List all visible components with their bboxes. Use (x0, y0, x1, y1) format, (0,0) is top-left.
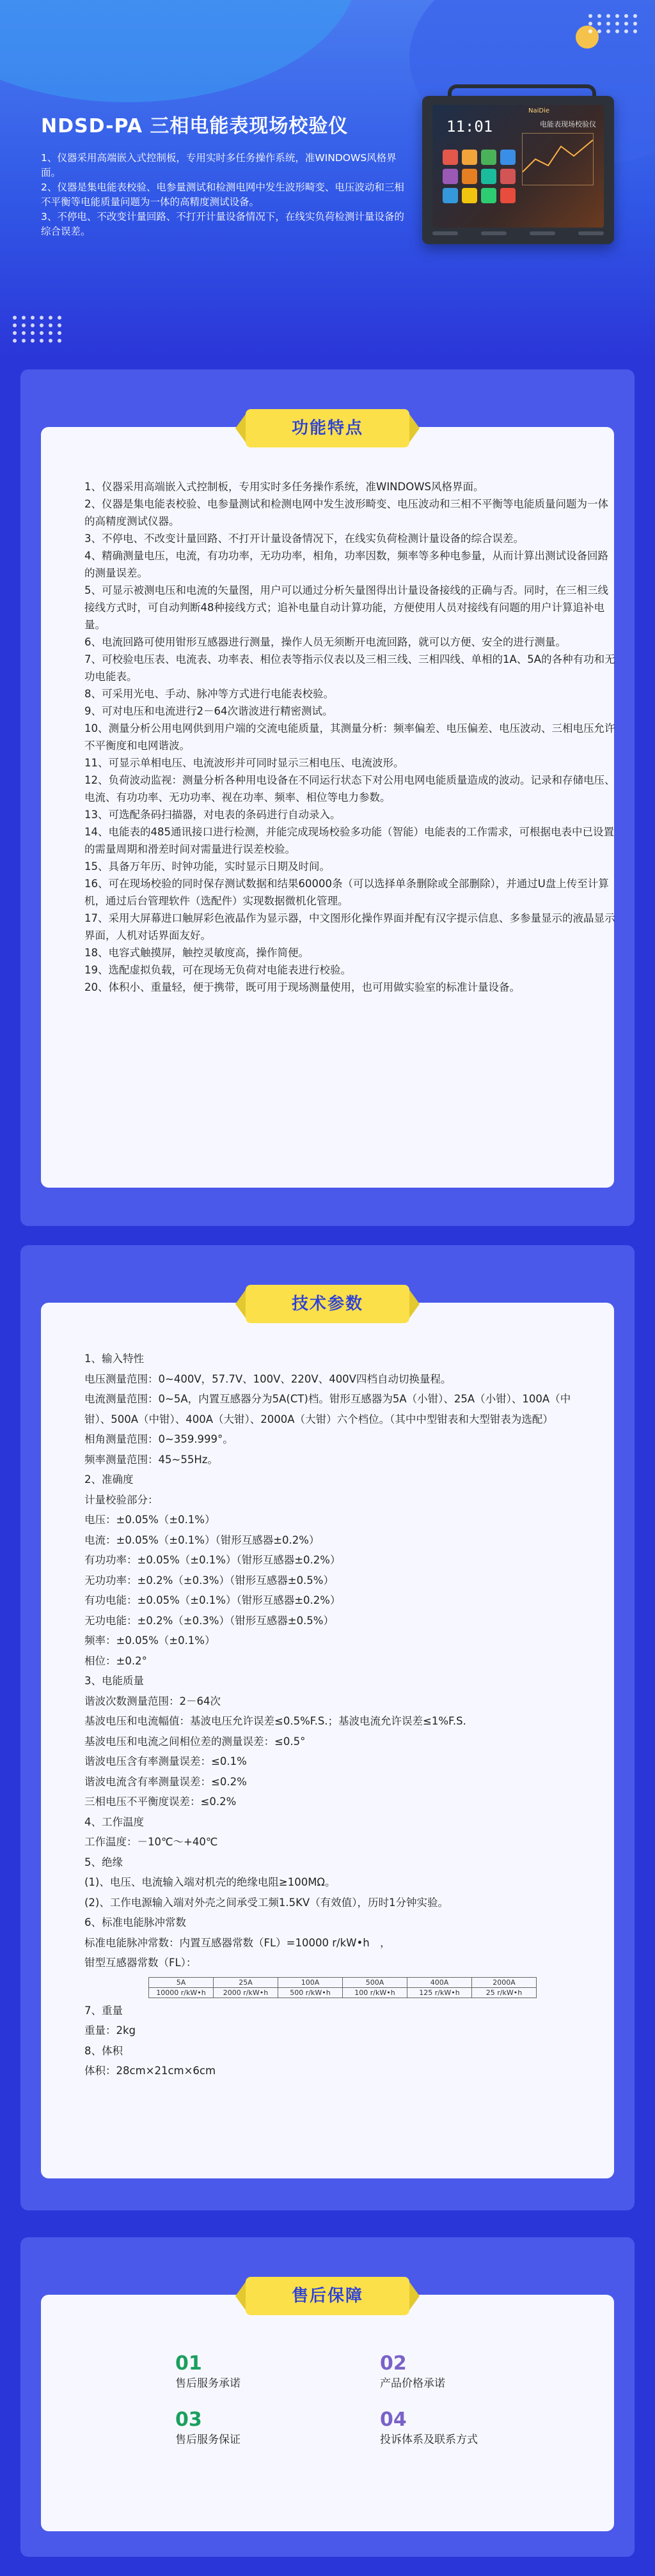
feature-item: 6、电流回路可使用钳形互感器进行测量，操作人员无须断开电流回路，就可以方便、安全的进行测量。 (84, 636, 566, 648)
table-cell: 100 r/kW•h (343, 1987, 407, 1998)
spec-line: 标准电能脉冲常数：内置互感器常数（FL）=10000 r/kW•h ， (84, 1936, 391, 1949)
spec-line: 谐波电流含有率测量误差：≤0.2% (84, 1775, 247, 1788)
spec-line: (2)、工作电源输入端对外壳之间承受工频1.5KV（有效值），历时1分钟实验。 (84, 1896, 448, 1909)
feature-item: 4、精确测量电压，电流，有功功率，无功功率，相角，功率因数，频率等多种电参量，从而计算出测试设备回路的测量误差。 (84, 550, 608, 579)
features-heading: 功能特点 (291, 419, 363, 438)
app-icon (481, 150, 496, 165)
feature-item: 15、具备万年历、时钟功能，实时显示日期及时间。 (84, 860, 330, 873)
feature-item: 3、不停电、不改变计量回路、不打开计量设备情况下，在线实负荷检测计量设备的综合误差。 (84, 532, 524, 545)
service-heading-tag (246, 2277, 409, 2315)
spec-line: 谐波次数测量范围：2－64次 (84, 1695, 221, 1707)
device-app-grid (443, 150, 519, 203)
service-label: 投诉体系及联系方式 (380, 2433, 478, 2446)
service-card (41, 2286, 614, 2531)
feature-item: 11、可显示单相电压、电流波形并可同时显示三相电压、电流波形。 (84, 757, 404, 769)
spec-line: (1)、电压、电流输入端对机壳的绝缘电阻≥100MΩ。 (84, 1876, 336, 1888)
feature-item: 2、仪器是集电能表校验、电参量测试和检测电网中发生波形畸变、电压波动和三相不平衡等电能质量问题为一体的高精度测试仪器。 (84, 498, 608, 527)
feature-item: 19、选配虚拟负载，可在现场无负荷对电能表进行校验。 (84, 964, 351, 976)
feature-item: 12、负荷波动监视：测量分析各种用电设备在不同运行状态下对公用电网电能质量造成的波动。记录和存储电压、电流、有功功率、无功功率、视在功率、频率、相位等电力参数。 (84, 774, 615, 803)
feature-item: 7、可校验电压表、电流表、功率表、相位表等指示仪表以及三相三线、三相四线、单相的1A、5A的各种有功和无功电能表。 (84, 653, 615, 683)
service-number: 03 (175, 2409, 202, 2431)
service-label: 售后服务保证 (175, 2433, 241, 2446)
spec-line: 相位：±0.2° (84, 1654, 147, 1667)
spec-line: 基波电压和电流之间相位差的测量误差：≤0.5° (84, 1735, 306, 1748)
table-cell: 400A (407, 1977, 472, 1987)
product-desc-line: 1、仪器采用高端嵌入式控制板，专用实时多任务操作系统，准WINDOWS风格界面。 (41, 152, 397, 178)
specs-panel (20, 1245, 635, 2210)
spec-line: 电流测量范围：0~5A，内置互感器分为5A(CT)档。钳形互感器为5A（小钳）、25A（小钳）、100A（中钳）、500A（中钳）、400A（大钳）、2000A（大钳）六个档位。（其中中型钳表和大型钳表为选配） (84, 1393, 571, 1425)
device-graph (522, 133, 594, 185)
spec-line: 三相电压不平衡度误差：≤0.2% (84, 1796, 237, 1808)
service-panel (20, 2237, 635, 2557)
service-label: 售后服务承诺 (175, 2377, 241, 2390)
app-icon (462, 188, 477, 203)
service-heading: 售后保障 (291, 2286, 363, 2306)
table-cell: 500 r/kW•h (278, 1987, 343, 1998)
spec-line: 6、标准电能脉冲常数 (84, 1916, 186, 1928)
device-graph-icon (523, 134, 593, 185)
app-icon (500, 150, 516, 165)
device-body (422, 96, 614, 244)
app-icon (481, 169, 496, 184)
spec-line: 有功电能：±0.05%（±0.1%）（钳形互感器±0.2%） (84, 1594, 341, 1606)
spec-line: 计量校验部分： (84, 1493, 159, 1506)
spec-line: 工作温度：－10℃～+40℃ (84, 1836, 218, 1848)
app-icon (500, 169, 516, 184)
app-icon (500, 188, 516, 203)
device-buttons (432, 231, 604, 238)
service-label: 产品价格承诺 (380, 2377, 445, 2390)
service-number: 01 (175, 2352, 202, 2375)
service-item[interactable] (175, 2409, 367, 2448)
spec-line: 电流：±0.05%（±0.1%）（钳形互感器±0.2%） (84, 1533, 320, 1546)
feature-item: 17、采用大屏幕进口触屏彩色液晶作为显示器，中文图形化操作界面并配有汉字提示信息、多参量显示的液晶显示界面，人机对话界面友好。 (84, 912, 615, 942)
device-brand: NaiDie (528, 107, 550, 114)
product-desc-line: 2、仪器是集电能表校验、电参量测试和检测电网中发生波形畸变、电压波动和三相不平衡等电能质量问题为一体的高精度测试设备。 (41, 182, 404, 208)
feature-item: 16、可在现场校验的同时保存测试数据和结果60000条（可以选择单条删除或全部删除），并通过U盘上传至计算机，通过后台管理软件（选配件）实现数据微机化管理。 (84, 878, 609, 907)
product-device-image (422, 84, 614, 244)
device-app-title: 电能表现场校验仪 (540, 120, 596, 128)
table-cell: 100A (278, 1977, 343, 1987)
app-icon (462, 169, 477, 184)
table-cell: 25A (214, 1977, 278, 1987)
spec-line: 电压测量范围：0~400V，57.7V、100V、220V、400V四档自动切换量程。 (84, 1372, 452, 1385)
feature-item: 8、可采用光电、手动、脉冲等方式进行电能表校验。 (84, 688, 334, 700)
feature-item: 14、电能表的485通讯接口进行检测，并能完成现场校验多功能（智能）电能表的工作需求，可根据电表中已设置的需量周期和滑差时间对需量进行误差校验。 (84, 826, 614, 855)
spec-line: 无功电能：±0.2%（±0.3%）（钳形互感器±0.5%） (84, 1614, 334, 1627)
feature-item: 20、体积小、重量轻，便于携带，既可用于现场测量使用，也可用做实验室的标准计量设备。 (84, 981, 520, 993)
service-item[interactable] (175, 2352, 367, 2392)
product-title: NDSD-PA 三相电能表现场校验仪 (41, 115, 349, 137)
table-row (149, 1977, 537, 1987)
feature-item: 18、电容式触摸屏，触控灵敏度高，操作简便。 (84, 947, 309, 959)
table-cell: 25 r/kW•h (472, 1987, 537, 1998)
service-item[interactable] (380, 2409, 572, 2448)
app-icon (462, 150, 477, 165)
spec-line: 5、绝缘 (84, 1856, 123, 1868)
spec-line: 钳型互感器常数（FL）： (84, 1957, 197, 1969)
hero-banner (0, 0, 655, 358)
feature-item: 1、仪器采用高端嵌入式控制板，专用实时多任务操作系统，准WINDOWS风格界面。 (84, 481, 484, 493)
table-row (149, 1987, 537, 1998)
table-cell: 5A (149, 1977, 214, 1987)
service-number: 04 (380, 2409, 407, 2431)
spec-line: 8、体积 (84, 2044, 123, 2057)
spec-line: 2、准确度 (84, 1473, 134, 1486)
spec-line: 相角测量范围：0~359.999°。 (84, 1433, 233, 1445)
table-cell: 2000A (472, 1977, 537, 1987)
feature-item: 9、可对电压和电流进行2－64次谐波进行精密测试。 (84, 705, 333, 717)
app-icon (443, 188, 458, 203)
device-screen (432, 105, 604, 228)
spec-line: 电压：±0.05%（±0.1%） (84, 1514, 216, 1526)
feature-item: 5、可显示被测电压和电流的矢量图，用户可以通过分析矢量图得出计量设备接线的正确与否。同时，在三相三线接线方式时，可自动判断48种接线方式；追补电量自动计算功能，方便使用人员对接线有问题的用户计算追补电量。 (84, 584, 608, 631)
specs-card (41, 1294, 614, 2178)
spec-line: 1、输入特性 (84, 1353, 144, 1365)
app-icon (443, 150, 458, 165)
app-icon (443, 169, 458, 184)
spec-line: 基波电压和电流幅值：基波电压允许误差≤0.5%F.S.；基波电流允许误差≤1%F.S. (84, 1715, 466, 1727)
app-icon (481, 188, 496, 203)
features-card (41, 419, 615, 1188)
features-panel (20, 369, 635, 1226)
table-cell: 500A (343, 1977, 407, 1987)
features-heading-tag (246, 409, 409, 447)
decor-dot-grid (13, 316, 63, 343)
decor-blob (0, 0, 358, 102)
decor-dot-grid (588, 14, 638, 33)
features-list (84, 478, 615, 996)
service-item[interactable] (380, 2352, 572, 2392)
spec-line: 谐波电压含有率测量误差：≤0.1% (84, 1755, 247, 1767)
device-clock: 11:01 (446, 118, 493, 136)
spec-line: 4、工作温度 (84, 1815, 144, 1828)
specs-heading-tag (246, 1285, 409, 1323)
spec-line: 体积：28cm×21cm×6cm (84, 2065, 216, 2077)
pulse-constant-table (148, 1977, 537, 1998)
product-desc-line: 3、不停电、不改变计量回路、不打开计量设备情况下，在线实负荷检测计量设备的综合误差。 (41, 211, 404, 237)
specs-list (84, 1349, 596, 2081)
service-number: 02 (380, 2352, 407, 2375)
spec-line: 频率：±0.05%（±0.1%） (84, 1634, 216, 1647)
specs-heading: 技术参数 (291, 1294, 363, 1314)
feature-item: 13、可选配条码扫描器，对电表的条码进行自动录入。 (84, 809, 341, 821)
table-cell: 125 r/kW•h (407, 1987, 472, 1998)
spec-line: 无功功率：±0.2%（±0.3%）（钳形互感器±0.5%） (84, 1574, 334, 1587)
spec-line: 有功功率：±0.05%（±0.1%）（钳形互感器±0.2%） (84, 1554, 341, 1566)
spec-line: 重量：2kg (84, 2024, 136, 2037)
spec-line: 3、电能质量 (84, 1675, 144, 1687)
spec-line: 频率测量范围：45~55Hz。 (84, 1453, 218, 1466)
spec-line: 7、重量 (84, 2004, 123, 2017)
feature-item: 10、测量分析公用电网供到用户端的交流电能质量，其测量分析：频率偏差、电压偏差、电压波动、三相电压允许不平衡度和电网谐波。 (84, 722, 615, 752)
table-cell: 2000 r/kW•h (214, 1987, 278, 1998)
table-cell: 10000 r/kW•h (149, 1987, 214, 1998)
product-description (41, 151, 412, 239)
